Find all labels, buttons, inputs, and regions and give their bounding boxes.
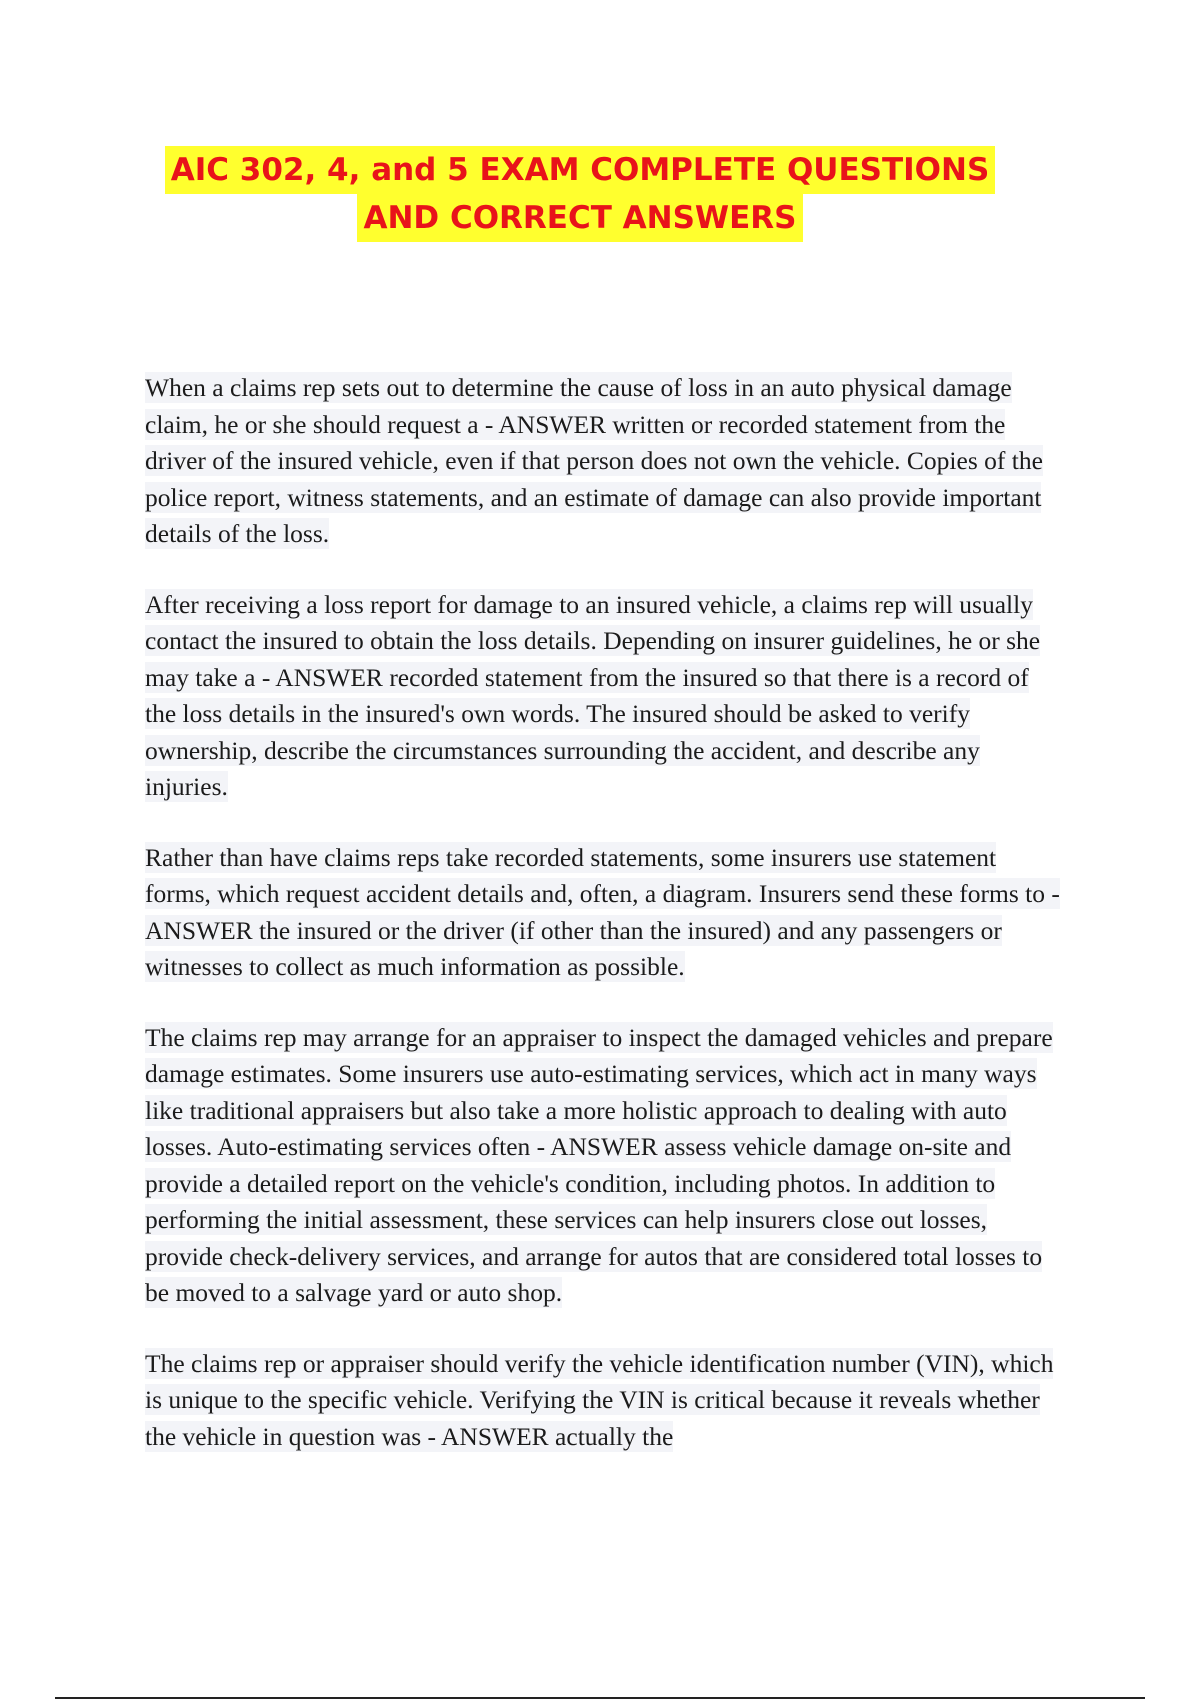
qa-item-text: Rather than have claims reps take recorded statements, some insurers use statement forms, which request accident details and, often, a diagram. Insurers send these forms to - ANSWER the insured or the driver (if other than the insured) and any passengers or witnesses to collect as much information as possible. <box>145 842 1060 981</box>
qa-content <box>145 370 1065 1489</box>
qa-item-text: The claims rep or appraiser should verify the vehicle identification number (VIN), which is unique to the specific vehicle. Verifying the VIN is critical because it reveals whether the vehicle in question was - ANSWER actually the <box>145 1348 1054 1451</box>
qa-item <box>145 1346 1065 1456</box>
qa-item-text: When a claims rep sets out to determine the cause of loss in an auto physical damage claim, he or she should request a - ANSWER written or recorded statement from the driver of the insured vehicle, even if that person does not own the vehicle. Copies of the police report, witness statements, and an estimate of damage can also provide important details of the loss. <box>145 373 1043 548</box>
qa-item-text: The claims rep may arrange for an appraiser to inspect the damaged vehicles and prepare damage estimates. Some insurers use auto-estimating services, which act in many ways like traditional appraisers but also take a more holistic approach to dealing with auto losses. Auto-estimating services often - ANSWER assess vehicle damage on-site and provide a detailed report on the vehicle's condition, including photos. In addition to performing the initial assessment, these services can help insurers close out losses, provide check-delivery services, and arrange for autos that are considered total losses to be moved to a salvage yard or auto shop. <box>145 1022 1053 1307</box>
qa-item-text: After receiving a loss report for damage to an insured vehicle, a claims rep will usually contact the insured to obtain the loss details. Depending on insurer guidelines, he or she may take a - ANSWER recorded statement from the insured so that there is a record of the loss details in the insured's own words. The insured should be asked to verify ownership, describe the circumstances surrounding the accident, and describe any injuries. <box>145 589 1041 801</box>
title-line-2: AND CORRECT ANSWERS <box>357 194 802 242</box>
qa-item <box>145 370 1065 553</box>
footer-divider <box>55 1697 1145 1699</box>
qa-item <box>145 840 1065 986</box>
title-line-1: AIC 302, 4, and 5 EXAM COMPLETE QUESTIONS <box>165 146 996 194</box>
qa-item <box>145 587 1065 806</box>
qa-item <box>145 1020 1065 1312</box>
document-title <box>0 146 1160 242</box>
